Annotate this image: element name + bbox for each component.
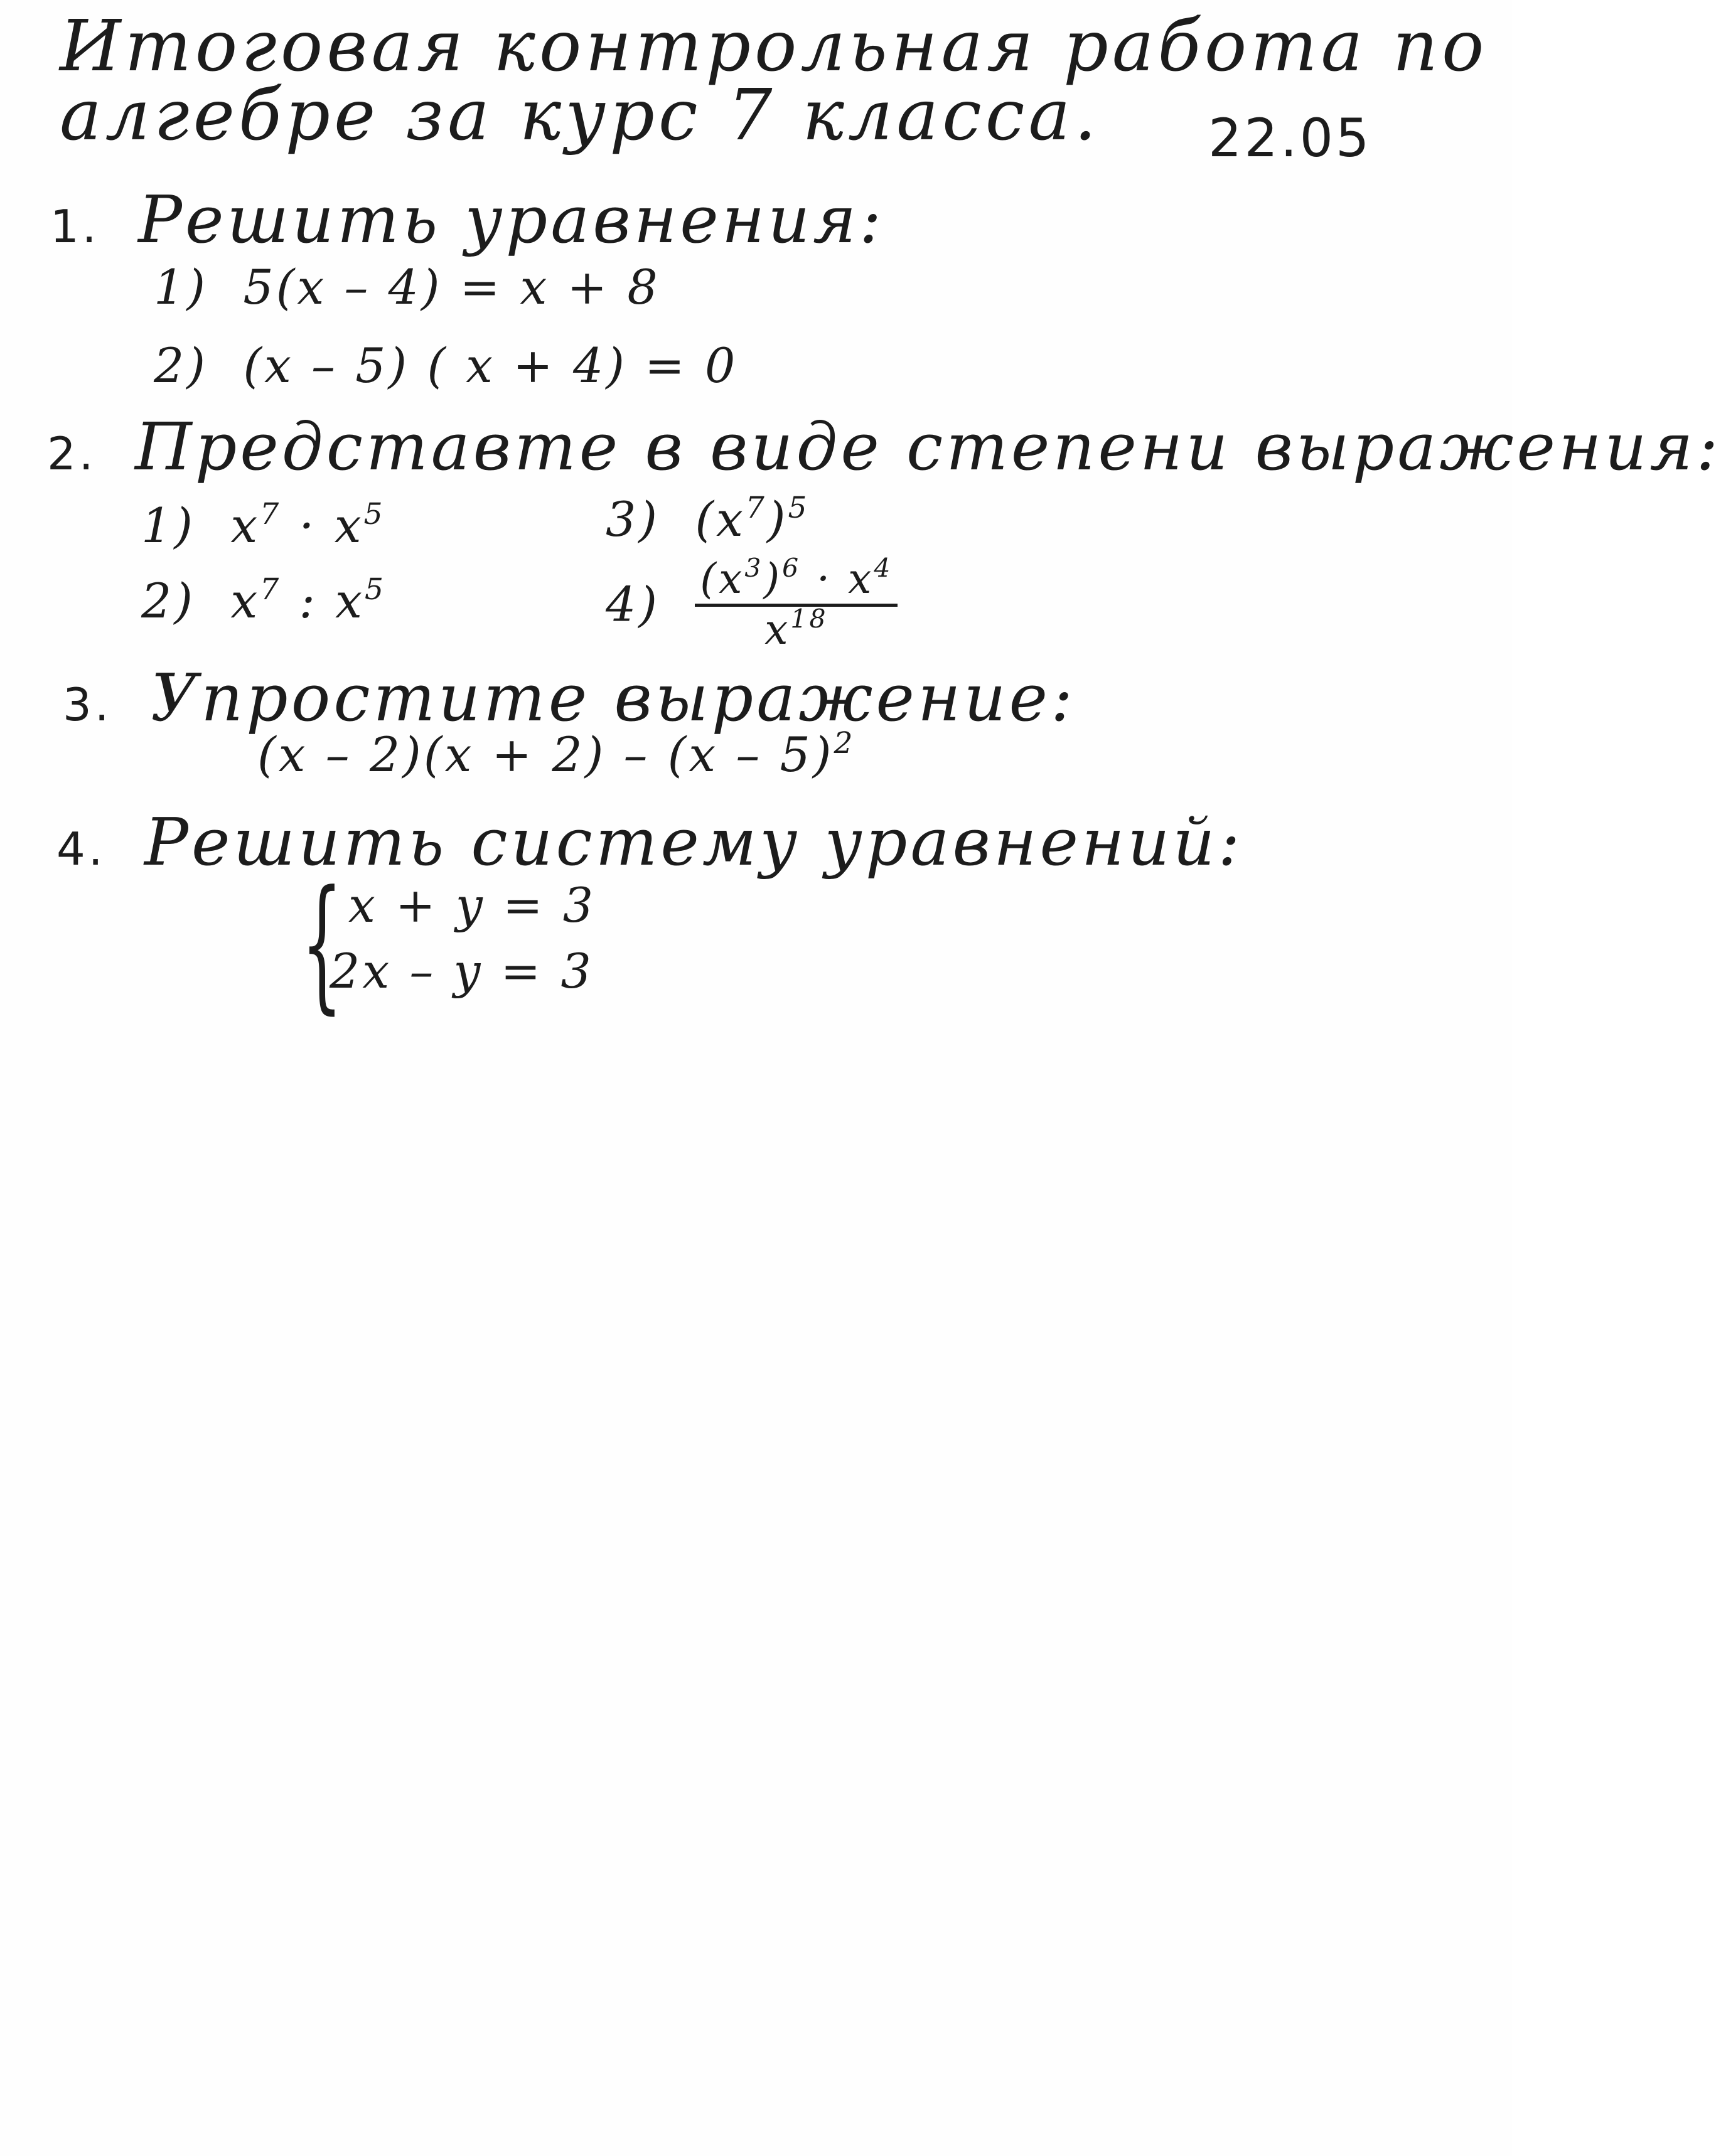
base: x: [335, 573, 365, 629]
fraction-denominator: [764, 604, 828, 654]
task-2-heading: [47, 408, 1721, 485]
task-2-item-2: [141, 572, 386, 629]
title-line-1: Итоговая контрольная работа по: [60, 6, 1488, 87]
task-4-heading: [56, 804, 1243, 880]
item-label: 2): [141, 573, 196, 629]
equation: (x – 5) ( x + 4) = 0: [243, 338, 738, 393]
base: (x: [700, 555, 745, 603]
item-label: 2): [154, 338, 208, 393]
task-number: 3.: [63, 678, 112, 731]
base: x: [230, 573, 260, 629]
fraction-numerator: [695, 553, 898, 607]
item-label: 1): [154, 259, 208, 315]
exponent: 2: [834, 725, 855, 760]
date: 22.05: [1208, 107, 1372, 169]
task-title: Упростите выражение:: [151, 659, 1076, 736]
base: (x: [695, 491, 746, 547]
task-title: Представте в виде степени выражения:: [135, 408, 1721, 485]
exponent: 7: [260, 496, 282, 531]
exponent: 5: [788, 490, 810, 525]
exponent: 5: [365, 572, 386, 607]
fraction: [695, 553, 898, 654]
task-3-expression: [257, 725, 855, 782]
task-number: 2.: [47, 427, 97, 480]
exponent: 5: [363, 496, 385, 531]
operator: · x: [801, 555, 874, 603]
system-equation-2: 2x – y = 3: [330, 943, 594, 999]
exponent: 6: [782, 553, 802, 584]
exponent: 4: [874, 553, 893, 584]
task-1-heading: [50, 181, 885, 258]
expression: (x – 2)(x + 2) – (x – 5): [257, 727, 834, 782]
task-title: Решить систему уравнений:: [144, 804, 1243, 880]
exponent: 7: [745, 490, 767, 525]
exponent: 7: [260, 572, 282, 607]
task-1-item-2: [154, 338, 738, 393]
item-label: 4): [606, 576, 660, 632]
paren: ): [766, 491, 788, 547]
task-1-item-1: [154, 259, 660, 315]
operator: ·: [281, 498, 335, 553]
base: x: [764, 606, 791, 654]
exponent: 18: [790, 604, 828, 634]
base: x: [334, 498, 364, 553]
item-label: 3): [606, 491, 660, 547]
base: x: [230, 498, 260, 553]
equation: 5(x – 4) = x + 8: [243, 259, 660, 315]
operator: :: [281, 573, 336, 629]
task-2-item-4: [606, 553, 898, 654]
title-line-2: алгебре за курс 7 класса.: [60, 75, 1100, 156]
item-label: 1): [141, 498, 196, 553]
system-equation-1: x + y = 3: [348, 877, 596, 933]
task-2-item-1: [141, 496, 385, 553]
task-number: 4.: [56, 823, 106, 875]
task-number: 1.: [50, 200, 100, 253]
task-title: Решить уравнения:: [138, 181, 885, 258]
task-3-heading: [63, 659, 1076, 736]
task-2-item-3: [606, 490, 810, 547]
paren: ): [763, 555, 783, 603]
exponent: 3: [744, 553, 764, 584]
system-brace: {: [301, 860, 343, 1028]
